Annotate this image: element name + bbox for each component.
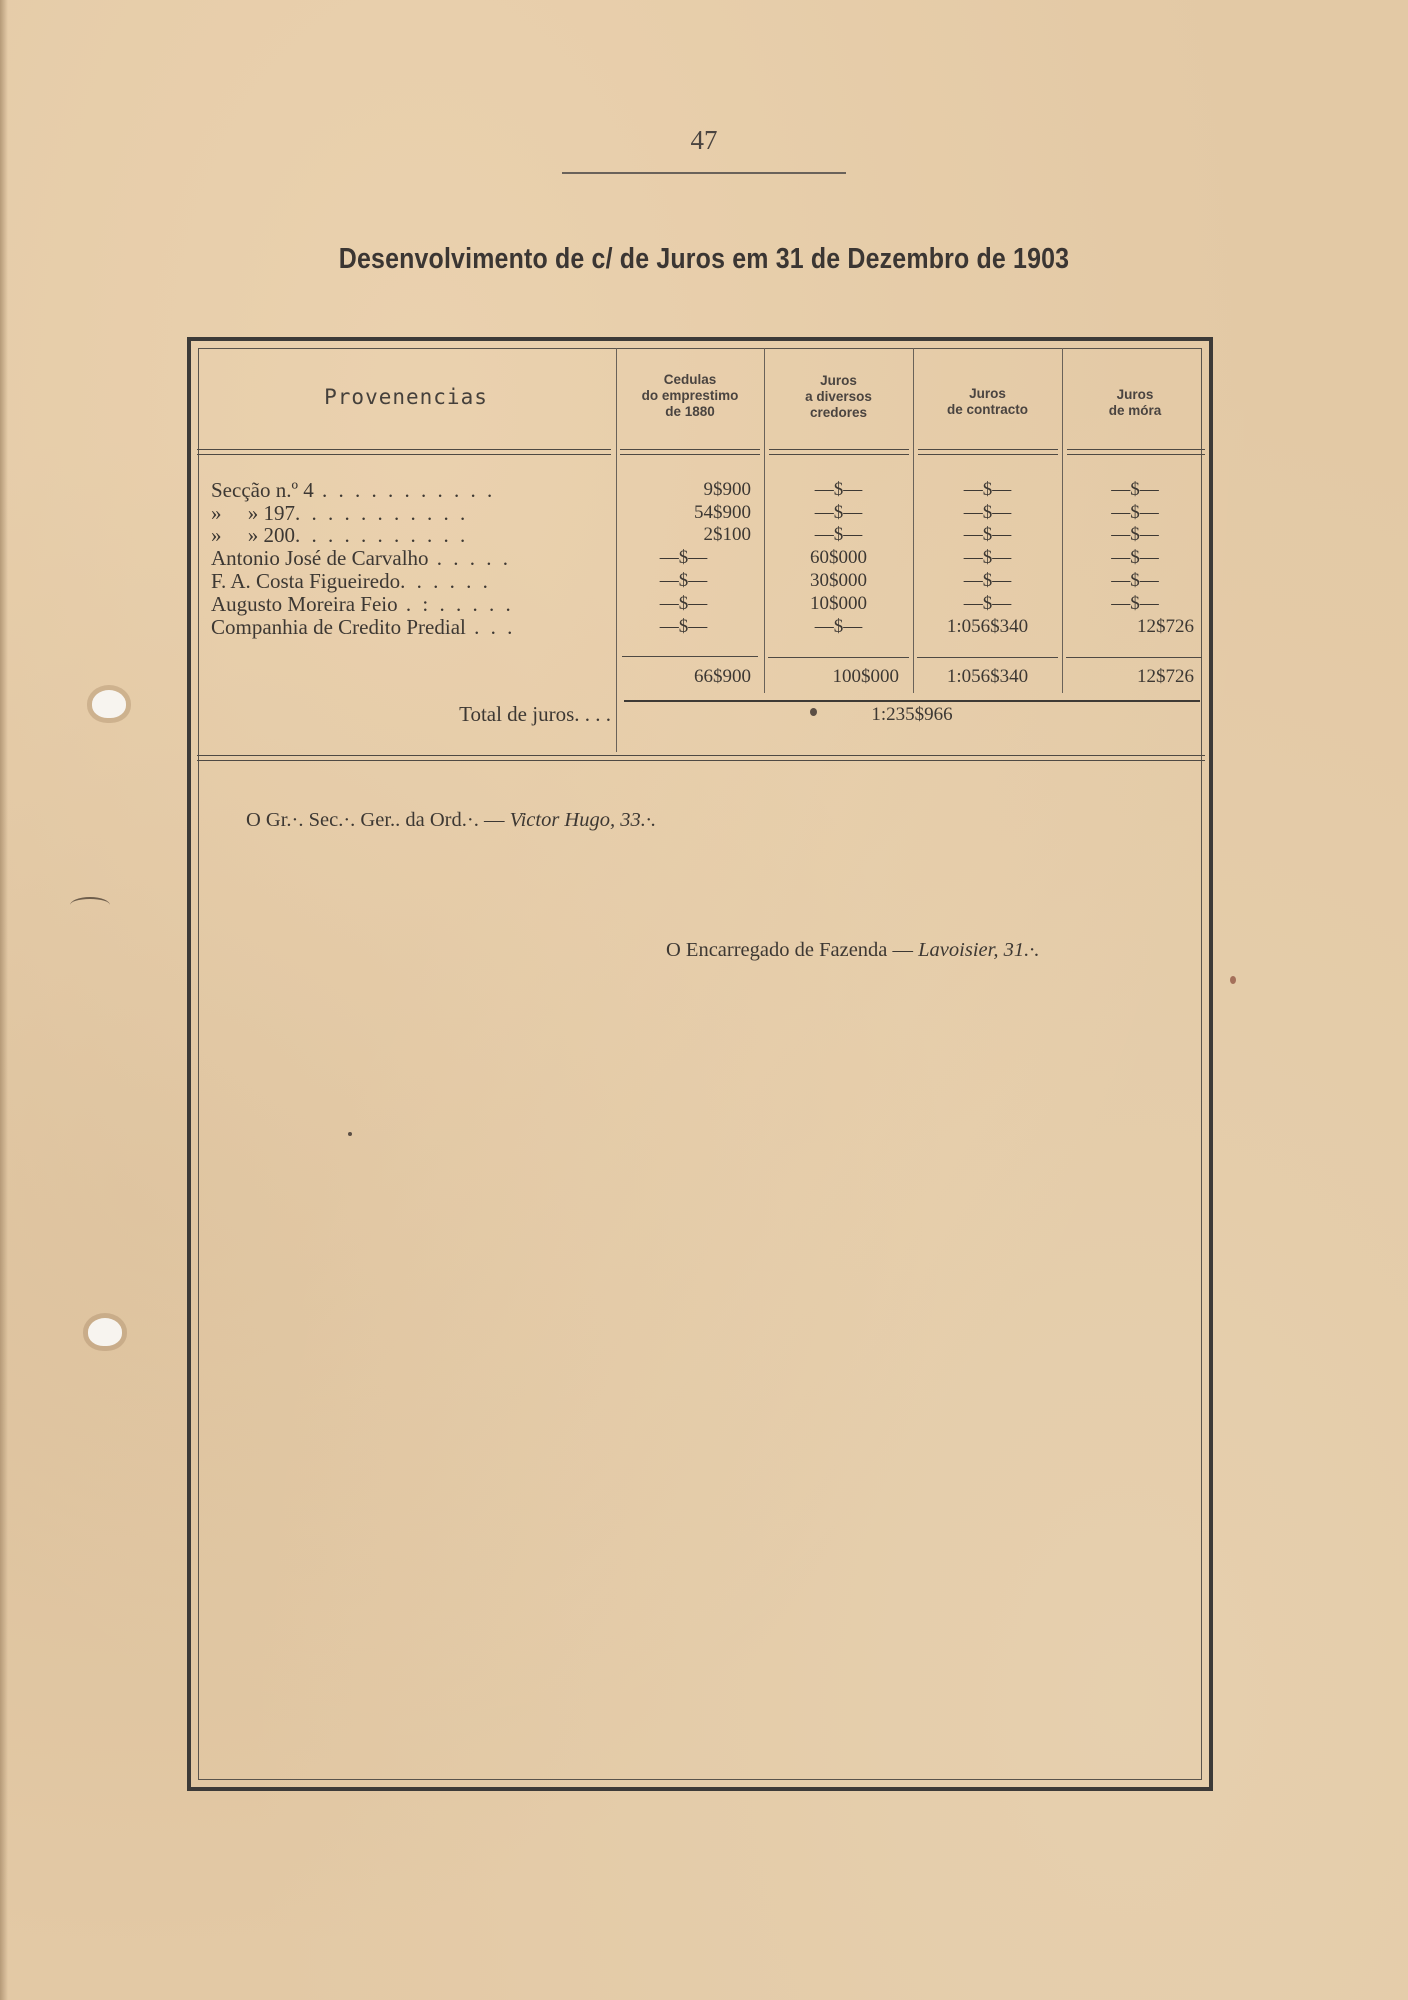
signature-role: O Gr.·. Sec.·. Ger.. da Ord.·. — [246,809,505,831]
column-header-mora [1062,387,1208,419]
cell-diversos: —$— [814,479,863,500]
cell-diversos: 10$000 [810,593,867,614]
page-number: 47 [690,125,718,155]
cell-mora: —$— [1111,593,1159,614]
subtotal-diversos: 100$000 [832,666,899,687]
punch-hole-bottom [88,1318,122,1346]
cell-cedulas: 2$100 [703,524,751,545]
column-header-diversos [764,373,913,421]
signature-name: Victor Hugo, 33.·. [509,809,657,831]
row-provenance: Secção n.º 4 . . . . . . . . . . . [211,479,496,502]
header-line: Juros [1116,387,1154,402]
table-bottom-rule [197,755,1205,761]
cell-contracto: —$— [963,524,1012,545]
ink-speck [810,708,817,716]
page-edge-shadow [0,0,8,2000]
header-line: de 1880 [665,404,715,419]
header-rule [918,449,1058,455]
header-line: de contracto [946,402,1028,417]
cell-cedulas: —$— [659,616,708,637]
cell-mora: —$— [1111,547,1159,568]
signature-secretary [246,809,656,832]
header-rule [620,449,760,455]
column-header-contracto [913,386,1062,418]
cell-contracto: —$— [963,570,1012,591]
row-provenance: Companhia de Credito Predial . . . [211,616,516,639]
cell-mora: 12$726 [1137,616,1194,637]
ink-speck [348,1132,352,1136]
cell-diversos: —$— [814,524,863,545]
cell-diversos: —$— [814,616,863,637]
header-line: Cedulas [663,372,717,387]
header-line: credores [809,405,868,420]
cell-contracto: 1:056$340 [946,616,1029,637]
cell-diversos: 30$000 [810,570,867,591]
header-line: a diversos [805,389,872,404]
column-header-provenance: Provenencias [324,385,488,409]
header-line: de móra [1108,403,1162,418]
cell-mora: —$— [1111,524,1159,545]
row-provenance: Antonio José de Carvalho . . . . . [211,547,512,570]
header-line: Juros [820,373,857,388]
page-number-rule [562,172,846,174]
cell-cedulas: 9$900 [703,479,751,500]
cell-diversos: —$— [814,502,863,523]
subtotal-rule [768,657,909,658]
cell-contracto: —$— [963,479,1012,500]
signature-role: O Encarregado de Fazenda — [666,939,914,961]
cell-diversos: 60$000 [810,547,867,568]
row-provenance: Augusto Moreira Feio . : . . . . . [211,593,514,616]
cell-cedulas: —$— [659,570,708,591]
subtotal-rule [622,656,758,657]
header-line: Juros [969,386,1006,401]
row-provenance: F. A. Costa Figueiredo. . . . . . [211,570,491,593]
cell-cedulas: 54$900 [694,502,751,523]
header-line: do emprestimo [641,388,739,403]
punch-hole-top [92,690,126,718]
cell-contracto: —$— [963,502,1012,523]
cell-cedulas: —$— [659,547,708,568]
page-title: Desenvolvimento de c/ de Juros em 31 de Dezembro de 1903 [338,243,1070,275]
cell-mora: —$— [1111,479,1159,500]
cell-cedulas: —$— [659,593,708,614]
header-rule [769,449,909,455]
column-header-cedulas [616,372,764,420]
cell-mora: —$— [1111,502,1159,523]
header-rule [197,449,611,455]
subtotal-cedulas: 66$900 [694,666,751,687]
header-rule [1067,449,1205,455]
subtotal-contracto: 1:056$340 [946,666,1029,687]
total-value: 1:235$966 [871,704,953,725]
ink-speck [1230,976,1236,984]
cell-mora: —$— [1111,570,1159,591]
row-provenance: » » 197. . . . . . . . . . . [211,502,469,525]
subtotal-rule [917,657,1058,658]
subtotal-rule [1066,657,1202,658]
row-provenance: » » 200. . . . . . . . . . . [211,524,469,547]
total-brace-rule [624,700,1200,702]
cell-contracto: —$— [963,593,1012,614]
signature-treasurer [666,939,1039,962]
cell-contracto: —$— [963,547,1012,568]
paper-tear [70,897,110,913]
signature-name: Lavoisier, 31.·. [918,939,1040,961]
total-label: Total de juros. . . . [459,702,611,726]
subtotal-mora: 12$726 [1137,666,1194,687]
